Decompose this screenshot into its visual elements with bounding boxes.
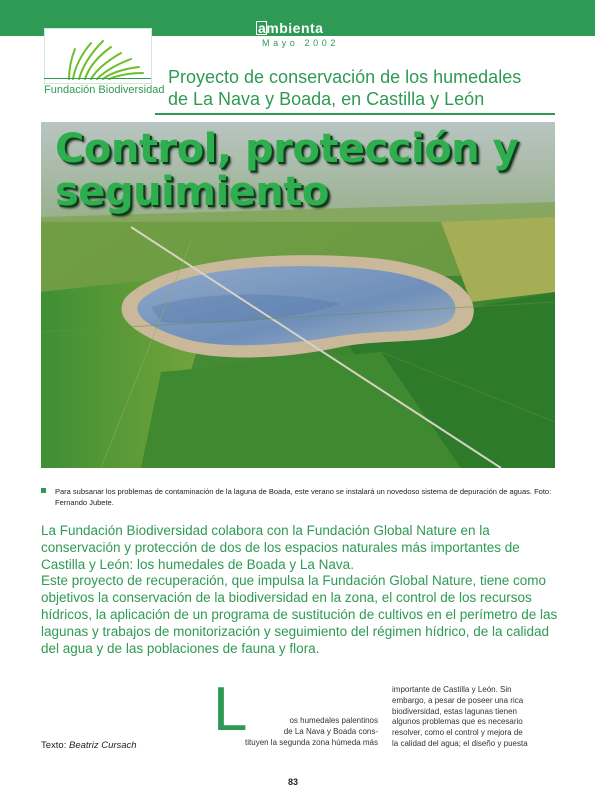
body-line: la calidad del agua; el diseño y puesta — [392, 738, 528, 748]
body-line: embargo, a pesar de poseer una rica — [392, 695, 524, 705]
body-line: tituyen la segunda zona húmeda más — [245, 737, 378, 747]
body-line: resolver, como el control y mejora de — [392, 728, 523, 738]
headline-line1: Control, protección y — [55, 126, 519, 172]
title-rule — [155, 113, 555, 115]
body-line: importante de Castilla y León. Sin — [392, 685, 512, 694]
logo-divider — [44, 78, 151, 79]
byline-author: Beatriz Cursach — [69, 740, 137, 751]
headline-line2: seguimiento — [55, 169, 329, 215]
foundation-logo — [44, 28, 152, 84]
byline-label: Texto: — [41, 740, 67, 751]
drop-cap: L — [213, 675, 248, 744]
body-line: biodiversidad, estas lagunas tienen — [392, 706, 517, 716]
project-title — [168, 66, 588, 110]
caption-bullet — [41, 488, 46, 493]
body-column-1 — [212, 716, 378, 748]
page-number: 83 — [288, 777, 299, 787]
photo-caption: Para subsanar los problemas de contaminación de la laguna de Boada, este verano se instalará un novedoso sistema de depuración de aguas. Foto: Fernando Jubete. — [55, 487, 552, 507]
body-line: de La Nava y Boada cons- — [283, 726, 378, 736]
body-line: algunos problemas que es necesario — [392, 717, 523, 727]
grass-logo-icon — [45, 29, 151, 83]
body-line: os humedales palentinos — [289, 716, 378, 725]
lead-paragraph-2: Este proyecto de recuperación, que impulsa la Fundación Global Nature, tiene como objetivos la conservación de la biodiversidad en la zona, el control de los recursos hídricos, la aplicación de un programa de sustitución de cultivos en el perímetro de las lagunas y trabajos de monitorización y seguimiento del régimen hídrico, de la calidad del agua y de las poblaciones de fauna y flora. — [41, 573, 558, 656]
project-title-line1: Proyecto de conservación de los humedales — [168, 67, 522, 87]
magazine-name: ambienta — [258, 20, 324, 36]
byline — [41, 740, 137, 751]
project-title-line2: de La Nava y Boada, en Castilla y León — [168, 89, 485, 109]
lead-paragraph-1: La Fundación Biodiversidad colabora con la Fundación Global Nature en la conservación y protección de dos de los espacios naturales más importantes de Castilla y León: los humedales de Boada y La Nava. — [41, 523, 520, 572]
foundation-name: Fundación Biodiversidad — [44, 84, 165, 96]
lead-paragraph — [41, 523, 561, 657]
body-column-2 — [392, 685, 555, 750]
issue-date: Mayo 2002 — [262, 38, 339, 48]
headline — [55, 128, 545, 214]
